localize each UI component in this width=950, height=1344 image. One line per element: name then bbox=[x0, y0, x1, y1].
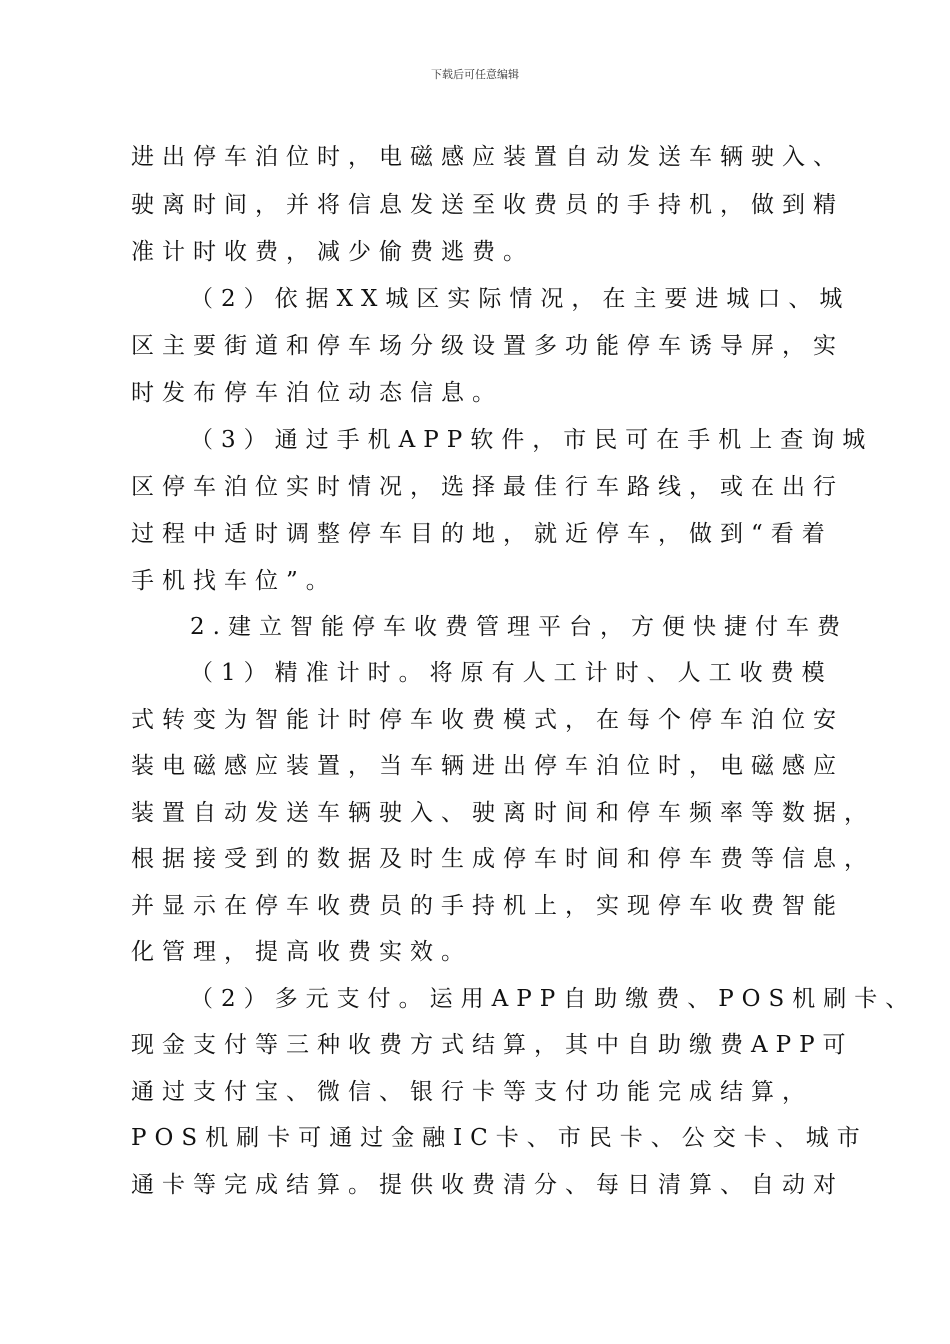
text-line: 过程中适时调整停车目的地，就近停车，做到“看着 bbox=[131, 521, 833, 547]
text-line: 装置自动发送车辆驶入、驶离时间和停车频率等数据， bbox=[131, 800, 875, 826]
text-line: 时发布停车泊位动态信息。 bbox=[131, 380, 503, 406]
text-line: 区停车泊位实时情况，选择最佳行车路线，或在出行 bbox=[131, 474, 844, 500]
text-line: POS机刷卡可通过金融IC卡、市民卡、公交卡、城市 bbox=[131, 1125, 868, 1151]
text-line: 化管理，提高收费实效。 bbox=[131, 939, 472, 965]
text-line: 现金支付等三种收费方式结算，其中自助缴费APP可 bbox=[131, 1032, 854, 1058]
text-line: 装电磁感应装置，当车辆进出停车泊位时，电磁感应 bbox=[131, 753, 844, 779]
text-line: 并显示在停车收费员的手持机上，实现停车收费智能 bbox=[131, 893, 844, 919]
text-line: 进出停车泊位时，电磁感应装置自动发送车辆驶入、 bbox=[131, 144, 844, 170]
text-line: 通卡等完成结算。提供收费清分、每日清算、自动对 bbox=[131, 1172, 844, 1198]
text-line: 通过支付宝、微信、银行卡等支付功能完成结算， bbox=[131, 1079, 813, 1105]
text-line: 准计时收费，减少偷费逃费。 bbox=[131, 239, 534, 265]
text-line: 根据接受到的数据及时生成停车时间和停车费等信息， bbox=[131, 846, 875, 872]
text-line: （2）依据XX城区实际情况，在主要进城口、城 bbox=[190, 286, 851, 312]
text-line: 区主要街道和停车场分级设置多功能停车诱导屏，实 bbox=[131, 333, 844, 359]
text-line: （3）通过手机APP软件，市民可在手机上查询城 bbox=[190, 427, 874, 453]
page-header: 下载后可任意编辑 bbox=[431, 68, 519, 81]
text-line: （2）多元支付。运用APP自助缴费、POS机刷卡、 bbox=[190, 986, 917, 1012]
text-line: 驶离时间，并将信息发送至收费员的手持机，做到精 bbox=[131, 192, 844, 218]
text-line: （1）精准计时。将原有人工计时、人工收费模 bbox=[190, 660, 833, 686]
text-line: 式转变为智能计时停车收费模式，在每个停车泊位安 bbox=[131, 707, 844, 733]
section-heading: 2.建立智能停车收费管理平台，方便快捷付车费 bbox=[190, 614, 848, 640]
text-line: 手机找车位”。 bbox=[131, 568, 337, 594]
